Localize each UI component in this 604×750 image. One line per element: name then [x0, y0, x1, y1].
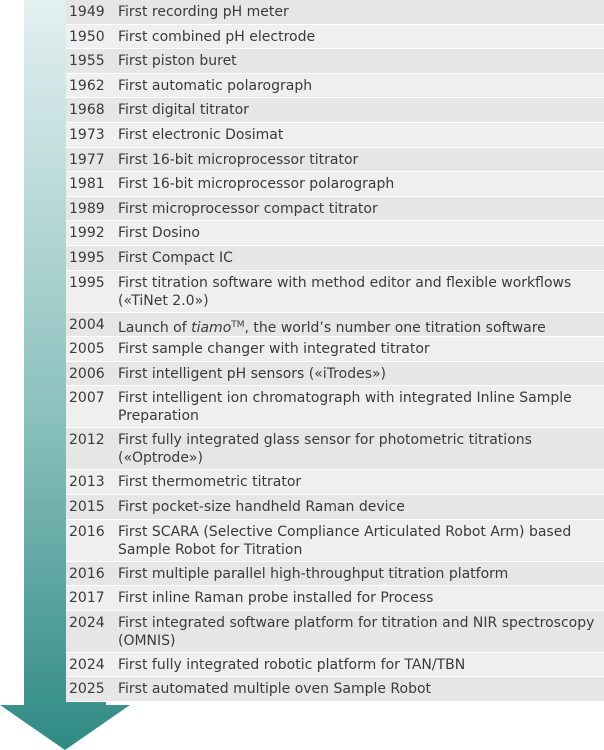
timeline-row [66, 313, 604, 338]
timeline-event: First combined pH electrode [118, 28, 316, 45]
timeline-event: First automated multiple oven Sample Robot [118, 681, 432, 698]
timeline-event: First fully integrated robotic platform for TAN/TBN [118, 656, 466, 673]
timeline-year: 2005 [69, 341, 105, 358]
timeline-event: First thermometric titrator [118, 474, 302, 491]
timeline-event: First Compact IC [118, 249, 233, 266]
timeline-year: 1995 [69, 249, 105, 266]
timeline-event: First intelligent ion chromatograph with integrated Inline Sample Preparation [118, 390, 572, 425]
timeline-event: First titration software with method editor and flexible workflows («TiNet 2.0») [118, 274, 572, 309]
timeline-year: 1989 [69, 200, 105, 217]
timeline-year: 1973 [69, 126, 105, 143]
timeline-year: 2025 [69, 681, 105, 698]
timeline-row [66, 520, 604, 562]
timeline-row [66, 74, 604, 99]
timeline-year: 2016 [69, 565, 105, 582]
timeline-event [118, 316, 604, 337]
timeline-event: First sample changer with integrated titrator [118, 341, 430, 358]
timeline-event: First 16-bit microprocessor titrator [118, 151, 359, 168]
timeline-row [66, 428, 604, 470]
timeline-event: First digital titrator [118, 102, 249, 119]
timeline-year: 1962 [69, 77, 105, 94]
timeline-event: First automatic polarograph [118, 77, 313, 94]
timeline-year: 2012 [69, 432, 105, 449]
timeline-year: 1981 [69, 176, 105, 193]
timeline-event: First microprocessor compact titrator [118, 200, 378, 217]
timeline-row [66, 470, 604, 495]
timeline-row [66, 148, 604, 173]
timeline-row [66, 221, 604, 246]
timeline-year: 1955 [69, 53, 105, 70]
timeline-year: 2013 [69, 474, 105, 491]
product-name: tiamo [191, 319, 232, 336]
timeline-year: 2007 [69, 390, 105, 407]
timeline-year: 2004 [69, 316, 105, 333]
timeline-year: 2024 [69, 614, 105, 631]
timeline-year: 2017 [69, 590, 105, 607]
timeline-event: First Dosino [118, 225, 200, 242]
event-suffix: , the world’s number one titration software [244, 319, 546, 336]
timeline-row [66, 362, 604, 387]
timeline-row [66, 197, 604, 222]
timeline-year: 1995 [69, 274, 105, 291]
timeline-row [66, 562, 604, 587]
timeline-row [66, 98, 604, 123]
timeline-event: First fully integrated glass sensor for photometric titrations («Optrode») [118, 432, 532, 467]
timeline-event: First recording pH meter [118, 4, 289, 20]
timeline-row [66, 586, 604, 611]
timeline-year: 2016 [69, 523, 105, 540]
timeline-event: First intelligent pH sensors («iTrodes») [118, 365, 387, 382]
timeline-row [66, 0, 604, 25]
timeline-row [66, 495, 604, 520]
timeline-row [66, 386, 604, 428]
timeline-row [66, 677, 604, 702]
timeline-row [66, 271, 604, 313]
timeline-row [66, 611, 604, 653]
timeline-row [66, 337, 604, 362]
trademark-mark: TM [231, 319, 245, 330]
timeline-year: 2006 [69, 365, 105, 382]
timeline-year: 1949 [69, 4, 105, 20]
event-prefix: Launch of [118, 319, 192, 336]
timeline-row [66, 653, 604, 678]
timeline-row [66, 246, 604, 271]
timeline-event: First multiple parallel high-throughput titration platform [118, 565, 509, 582]
timeline-event: First pocket-size handheld Raman device [118, 498, 405, 515]
timeline-year: 1968 [69, 102, 105, 119]
timeline-year: 1992 [69, 225, 105, 242]
timeline-event: First 16-bit microprocessor polarograph [118, 176, 395, 193]
timeline-row [66, 49, 604, 74]
timeline-year: 2024 [69, 656, 105, 673]
timeline-year: 1977 [69, 151, 105, 168]
timeline-table [66, 0, 604, 702]
timeline-row [66, 172, 604, 197]
timeline-year: 1950 [69, 28, 105, 45]
timeline-event: First inline Raman probe installed for Process [118, 590, 434, 607]
timeline-event: First electronic Dosimat [118, 126, 284, 143]
timeline-row [66, 25, 604, 50]
timeline-event: First integrated software platform for titration and NIR spectroscopy (OMNIS) [118, 614, 595, 649]
timeline-row [66, 123, 604, 148]
timeline-year: 2015 [69, 498, 105, 515]
timeline-event: First SCARA (Selective Compliance Articulated Robot Arm) based Sample Robot for Titration [118, 523, 572, 558]
timeline-event: First piston buret [118, 53, 237, 70]
